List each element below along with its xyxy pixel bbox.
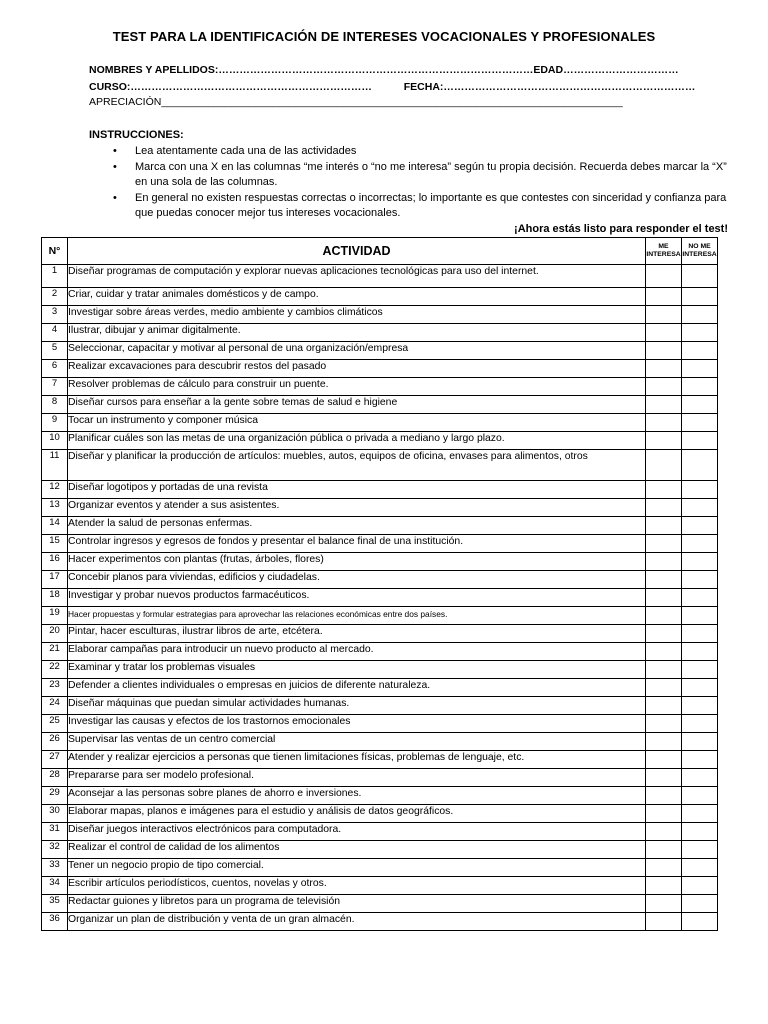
interest-checkbox-cell[interactable]: [646, 414, 682, 432]
no-interest-checkbox-cell[interactable]: [682, 805, 718, 823]
appreciation-field[interactable]: APRECIACIÓN_______________________________________________________________________________: [89, 96, 623, 108]
no-interest-checkbox-cell[interactable]: [682, 288, 718, 306]
table-row: [42, 288, 718, 306]
instructions-heading: INSTRUCCIONES:: [89, 129, 184, 141]
no-interest-checkbox-cell[interactable]: [682, 324, 718, 342]
activity-table: [41, 237, 718, 931]
instruction-item: • Marca con una X en las columnas “me interés o “no me interesa” según tu propia decisión. Recuerda debes marcar la “X” en una sola de las columnas.: [113, 160, 727, 188]
interest-checkbox-cell[interactable]: [646, 751, 682, 769]
table-row: [42, 589, 718, 607]
activity-text: Elaborar mapas, planos e imágenes para el estudio y análisis de datos geográficos.: [68, 805, 646, 823]
interest-checkbox-cell[interactable]: [646, 288, 682, 306]
row-number: 19: [42, 607, 68, 625]
date-field[interactable]: FECHA:………………………………………………………………: [403, 81, 696, 93]
no-interest-checkbox-cell[interactable]: [682, 517, 718, 535]
course-field[interactable]: CURSO:……………………………………………………………: [89, 81, 372, 93]
row-number: 16: [42, 553, 68, 571]
interest-checkbox-cell[interactable]: [646, 733, 682, 751]
activity-text: Diseñar máquinas que puedan simular actividades humanas.: [68, 697, 646, 715]
activity-text: Elaborar campañas para introducir un nuevo producto al mercado.: [68, 643, 646, 661]
instructions-list: [113, 144, 728, 222]
row-number: 11: [42, 450, 68, 481]
row-number: 15: [42, 535, 68, 553]
bullet-icon: •: [113, 191, 117, 204]
interest-checkbox-cell[interactable]: [646, 895, 682, 913]
table-row: [42, 643, 718, 661]
no-interest-checkbox-cell[interactable]: [682, 787, 718, 805]
table-row: [42, 432, 718, 450]
row-number: 32: [42, 841, 68, 859]
table-row: [42, 679, 718, 697]
row-number: 20: [42, 625, 68, 643]
instruction-item: • En general no existen respuestas correctas o incorrectas; lo importante es que contestes con sinceridad y confianza para que puedas conocer mejor tus intereses vocacionales.: [113, 191, 727, 219]
table-row: [42, 535, 718, 553]
row-number: 23: [42, 679, 68, 697]
activity-text: Criar, cuidar y tratar animales domésticos y de campo.: [68, 288, 646, 306]
interest-checkbox-cell[interactable]: [646, 432, 682, 450]
no-interest-checkbox-cell[interactable]: [682, 751, 718, 769]
activity-text: Resolver problemas de cálculo para construir un puente.: [68, 378, 646, 396]
table-row: [42, 805, 718, 823]
no-interest-checkbox-cell[interactable]: [682, 535, 718, 553]
row-number: 12: [42, 481, 68, 499]
row-number: 6: [42, 360, 68, 378]
bullet-icon: •: [113, 160, 117, 173]
interest-checkbox-cell[interactable]: [646, 265, 682, 288]
activity-text: Realizar excavaciones para descubrir restos del pasado: [68, 360, 646, 378]
row-number: 36: [42, 913, 68, 931]
interest-checkbox-cell[interactable]: [646, 360, 682, 378]
row-number: 28: [42, 769, 68, 787]
row-number: 31: [42, 823, 68, 841]
no-interest-checkbox-cell[interactable]: [682, 625, 718, 643]
row-number: 26: [42, 733, 68, 751]
activity-text: Defender a clientes individuales o empresas en juicios de diferente naturaleza.: [68, 679, 646, 697]
table-row: [42, 306, 718, 324]
table-row: [42, 841, 718, 859]
table-row: [42, 517, 718, 535]
activity-text: Escribir artículos periodísticos, cuentos, novelas y otros.: [68, 877, 646, 895]
interest-checkbox-cell[interactable]: [646, 378, 682, 396]
row-number: 21: [42, 643, 68, 661]
interest-checkbox-cell[interactable]: [646, 769, 682, 787]
activity-text: Hacer propuestas y formular estrategias para aprovechar las relaciones económicas entre dos países.: [68, 607, 646, 625]
no-interest-checkbox-cell[interactable]: [682, 607, 718, 625]
activity-text: Diseñar juegos interactivos electrónicos para computadora.: [68, 823, 646, 841]
row-number: 8: [42, 396, 68, 414]
table-header-row: [42, 238, 718, 265]
activity-text: Seleccionar, capacitar y motivar al personal de una organización/empresa: [68, 342, 646, 360]
activity-text: Supervisar las ventas de un centro comercial: [68, 733, 646, 751]
table-row: [42, 715, 718, 733]
activity-text: Ilustrar, dibujar y animar digitalmente.: [68, 324, 646, 342]
activity-text: Investigar y probar nuevos productos farmacéuticos.: [68, 589, 646, 607]
row-number: 34: [42, 877, 68, 895]
activity-text: Diseñar programas de computación y explorar nuevas aplicaciones tecnológicas para uso del internet.: [68, 265, 646, 288]
activity-text: Atender la salud de personas enfermas.: [68, 517, 646, 535]
activity-text: Redactar guiones y libretos para un programa de televisión: [68, 895, 646, 913]
no-interest-checkbox-cell[interactable]: [682, 823, 718, 841]
no-interest-checkbox-cell[interactable]: [682, 571, 718, 589]
document-title: TEST PARA LA IDENTIFICACIÓN DE INTERESES VOCACIONALES Y PROFESIONALES: [112, 29, 656, 44]
row-number: 4: [42, 324, 68, 342]
interest-checkbox-cell[interactable]: [646, 643, 682, 661]
interest-checkbox-cell[interactable]: [646, 661, 682, 679]
no-interest-checkbox-cell[interactable]: [682, 661, 718, 679]
table-row: [42, 360, 718, 378]
no-interest-checkbox-cell[interactable]: [682, 360, 718, 378]
interest-checkbox-cell[interactable]: [646, 805, 682, 823]
activity-text: Controlar ingresos y egresos de fondos y presentar el balance final de una institución.: [68, 535, 646, 553]
no-interest-checkbox-cell[interactable]: [682, 414, 718, 432]
interest-checkbox-cell[interactable]: [646, 306, 682, 324]
table-row: [42, 877, 718, 895]
activity-text: Diseñar y planificar la producción de artículos: muebles, autos, equipos de oficina, envases para alimentos, otros: [68, 450, 646, 481]
no-interest-checkbox-cell[interactable]: [682, 733, 718, 751]
interest-checkbox-cell[interactable]: [646, 499, 682, 517]
no-interest-checkbox-cell[interactable]: [682, 306, 718, 324]
activity-text: Tocar un instrumento y componer música: [68, 414, 646, 432]
row-number: 27: [42, 751, 68, 769]
row-number: 35: [42, 895, 68, 913]
activity-text: Realizar el control de calidad de los alimentos: [68, 841, 646, 859]
interest-checkbox-cell[interactable]: [646, 396, 682, 414]
no-interest-checkbox-cell[interactable]: [682, 342, 718, 360]
interest-checkbox-cell[interactable]: [646, 589, 682, 607]
activity-text: Aconsejar a las personas sobre planes de ahorro e inversiones.: [68, 787, 646, 805]
ready-message: ¡Ahora estás listo para responder el test!: [514, 223, 728, 235]
no-interest-checkbox-cell[interactable]: [682, 769, 718, 787]
table-row: [42, 661, 718, 679]
no-interest-checkbox-cell[interactable]: [682, 859, 718, 877]
interest-checkbox-cell[interactable]: [646, 823, 682, 841]
table-row: [42, 481, 718, 499]
row-number: 2: [42, 288, 68, 306]
no-interest-checkbox-cell[interactable]: [682, 589, 718, 607]
activity-text: Hacer experimentos con plantas (frutas, árboles, flores): [68, 553, 646, 571]
table-row: [42, 607, 718, 625]
interest-checkbox-cell[interactable]: [646, 342, 682, 360]
row-number: 18: [42, 589, 68, 607]
column-activity-header: ACTIVIDAD: [68, 238, 646, 265]
table-row: [42, 697, 718, 715]
no-interest-checkbox-cell[interactable]: [682, 378, 718, 396]
row-number: 10: [42, 432, 68, 450]
no-interest-checkbox-cell[interactable]: [682, 715, 718, 733]
interest-checkbox-cell[interactable]: [646, 607, 682, 625]
row-number: 5: [42, 342, 68, 360]
interest-checkbox-cell[interactable]: [646, 787, 682, 805]
interest-checkbox-cell[interactable]: [646, 571, 682, 589]
table-row: [42, 396, 718, 414]
course-date-fields: [89, 81, 695, 93]
row-number: 33: [42, 859, 68, 877]
table-row: [42, 553, 718, 571]
table-row: [42, 414, 718, 432]
column-interest-header: ME INTERESA: [646, 238, 682, 265]
table-row: [42, 913, 718, 931]
row-number: 24: [42, 697, 68, 715]
activity-text: Diseñar cursos para enseñar a la gente sobre temas de salud e higiene: [68, 396, 646, 414]
row-number: 17: [42, 571, 68, 589]
no-interest-checkbox-cell[interactable]: [682, 553, 718, 571]
table-row: [42, 733, 718, 751]
interest-checkbox-cell[interactable]: [646, 324, 682, 342]
no-interest-checkbox-cell[interactable]: [682, 265, 718, 288]
interest-checkbox-cell[interactable]: [646, 481, 682, 499]
no-interest-checkbox-cell[interactable]: [682, 841, 718, 859]
table-row: [42, 450, 718, 481]
interest-checkbox-cell[interactable]: [646, 697, 682, 715]
table-row: [42, 859, 718, 877]
activity-text: Tener un negocio propio de tipo comercial.: [68, 859, 646, 877]
no-interest-checkbox-cell[interactable]: [682, 450, 718, 481]
no-interest-checkbox-cell[interactable]: [682, 643, 718, 661]
no-interest-checkbox-cell[interactable]: [682, 679, 718, 697]
activity-text: Prepararse para ser modelo profesional.: [68, 769, 646, 787]
table-row: [42, 895, 718, 913]
no-interest-checkbox-cell[interactable]: [682, 396, 718, 414]
table-row: [42, 823, 718, 841]
activity-text: Pintar, hacer esculturas, ilustrar libros de arte, etcétera.: [68, 625, 646, 643]
activity-text: Examinar y tratar los problemas visuales: [68, 661, 646, 679]
activity-text: Atender y realizar ejercicios a personas que tienen limitaciones físicas, problemas de lenguaje, etc.: [68, 751, 646, 769]
activity-text: Concebir planos para viviendas, edificios y ciudadelas.: [68, 571, 646, 589]
interest-checkbox-cell[interactable]: [646, 877, 682, 895]
table-row: [42, 378, 718, 396]
interest-checkbox-cell[interactable]: [646, 625, 682, 643]
row-number: 25: [42, 715, 68, 733]
row-number: 7: [42, 378, 68, 396]
table-row: [42, 324, 718, 342]
activity-text: Organizar eventos y atender a sus asistentes.: [68, 499, 646, 517]
no-interest-checkbox-cell[interactable]: [682, 499, 718, 517]
column-number-header: N°: [42, 238, 68, 265]
table-row: [42, 769, 718, 787]
row-number: 22: [42, 661, 68, 679]
row-number: 14: [42, 517, 68, 535]
interest-checkbox-cell[interactable]: [646, 859, 682, 877]
interest-checkbox-cell[interactable]: [646, 450, 682, 481]
interest-checkbox-cell[interactable]: [646, 553, 682, 571]
table-row: [42, 625, 718, 643]
table-row: [42, 751, 718, 769]
row-number: 9: [42, 414, 68, 432]
bullet-icon: •: [113, 145, 117, 157]
no-interest-checkbox-cell[interactable]: [682, 913, 718, 931]
column-no-interest-header: NO ME INTERESA: [682, 238, 718, 265]
interest-checkbox-cell[interactable]: [646, 841, 682, 859]
activity-text: Planificar cuáles son las metas de una organización pública o privada a mediano y largo plazo.: [68, 432, 646, 450]
interest-checkbox-cell[interactable]: [646, 517, 682, 535]
no-interest-checkbox-cell[interactable]: [682, 895, 718, 913]
no-interest-checkbox-cell[interactable]: [682, 877, 718, 895]
table-row: [42, 265, 718, 288]
no-interest-checkbox-cell[interactable]: [682, 697, 718, 715]
table-row: [42, 571, 718, 589]
table-row: [42, 342, 718, 360]
row-number: 3: [42, 306, 68, 324]
row-number: 30: [42, 805, 68, 823]
activity-text: Organizar un plan de distribución y venta de un gran almacén.: [68, 913, 646, 931]
activity-text: Diseñar logotipos y portadas de una revista: [68, 481, 646, 499]
interest-checkbox-cell[interactable]: [646, 679, 682, 697]
table-row: [42, 787, 718, 805]
row-number: 1: [42, 265, 68, 288]
row-number: 13: [42, 499, 68, 517]
instruction-item: • Lea atentamente cada una de las actividades: [113, 144, 728, 160]
activity-text: Investigar las causas y efectos de los trastornos emocionales: [68, 715, 646, 733]
interest-checkbox-cell[interactable]: [646, 535, 682, 553]
table-row: [42, 499, 718, 517]
interest-checkbox-cell[interactable]: [646, 715, 682, 733]
row-number: 29: [42, 787, 68, 805]
name-age-field[interactable]: NOMBRES Y APELLIDOS:………………………………………………………………………………EDAD……………………………: [89, 64, 679, 76]
activity-text: Investigar sobre áreas verdes, medio ambiente y cambios climáticos: [68, 306, 646, 324]
interest-checkbox-cell[interactable]: [646, 913, 682, 931]
no-interest-checkbox-cell[interactable]: [682, 432, 718, 450]
no-interest-checkbox-cell[interactable]: [682, 481, 718, 499]
